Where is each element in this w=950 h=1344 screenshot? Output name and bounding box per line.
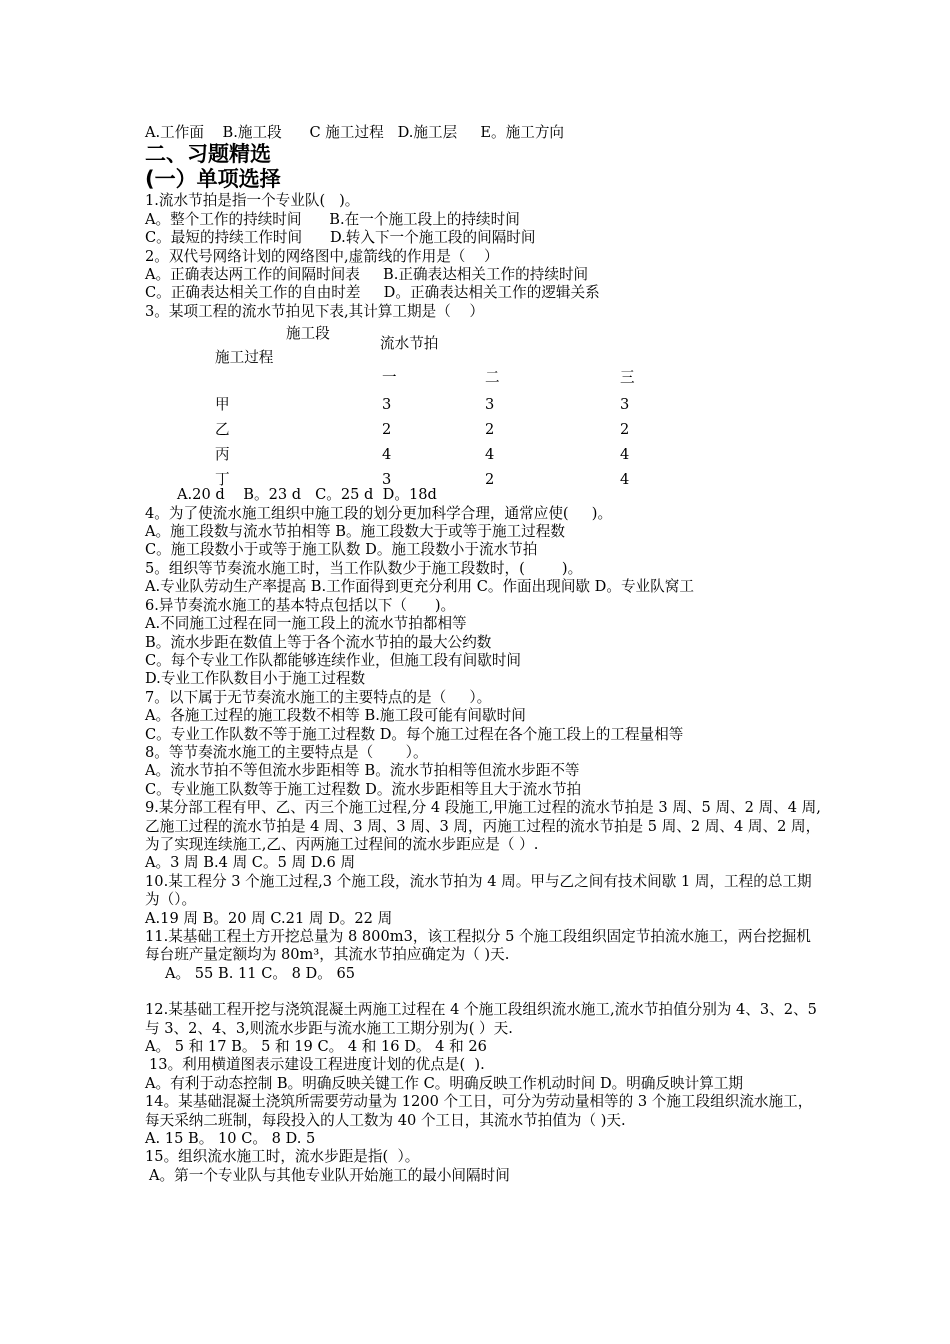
table-cell: 4 (620, 446, 630, 464)
q10-options: A.19 周 B。20 周 C.21 周 D。22 周 (145, 909, 393, 927)
table-col-header: 二 (485, 369, 500, 387)
q6-option-b: B。流水步距在数值上等于各个流水节拍的最大公约数 (145, 633, 492, 651)
q2-options-ab: A。正确表达两工作的间隔时间表 B.正确表达相关工作的持续时间 (145, 266, 589, 284)
table-cell: 4 (485, 446, 495, 464)
q11-stem: 11.某基础工程土方开挖总量为 8 800m3，该工程拟分 5 个施工段组织固定节拍流水施工，两台挖掘机每台班产量定额均为 80m³，其流水节拍应确定为（ )天. (145, 928, 811, 964)
table-cell: 3 (382, 471, 392, 489)
q14-stem: 14。某基础混凝土浇筑所需要劳动量为 1200 个工日，可分为劳动量相等的 3 个施工段组织流水施工，每天采纳二班制，每段投入的人工数为 40 个工日，其流水节拍值为（ )天. (145, 1093, 813, 1129)
document-page (145, 124, 825, 1185)
q7-options-cd: C。专业工作队数不等于施工过程数 D。每个施工过程在各个施工段上的工程量相等 (145, 725, 684, 743)
table-group-header: 流水节拍 (380, 335, 439, 353)
table-col-header: 一 (382, 369, 397, 387)
spacer (145, 983, 825, 1001)
table-cell: 2 (620, 421, 630, 439)
q1-options-ab: A。整个工作的持续时间 B.在一个施工段上的持续时间 (145, 210, 520, 228)
q9-options: A。3 周 B.4 周 C。5 周 D.6 周 (145, 854, 356, 872)
q2-options-cd: C。正确表达相关工作的自由时差 D。正确表达相关工作的逻辑关系 (145, 284, 600, 302)
table-corner-bottom: 施工过程 (215, 349, 274, 367)
q6-option-d: D.专业工作队数目小于施工过程数 (145, 670, 366, 688)
q6-option-c: C。每个专业工作队都能够连续作业，但施工段有间歇时间 (145, 651, 522, 669)
table-cell: 3 (382, 396, 392, 414)
q4-options-cd: C。施工段数小于或等于施工队数 D。施工段数小于流水节拍 (145, 541, 538, 559)
table-cell: 3 (620, 396, 630, 414)
q2-stem: 2。双代号网络计划的网络图中,虚箭线的作用是（ ） (145, 247, 499, 265)
q15-option-a: A。第一个专业队与其他专业队开始施工的最小间隔时间 (149, 1166, 510, 1184)
section-heading: 二、习题精选 (145, 142, 271, 167)
q6-stem: 6.异节奏流水施工的基本特点包括以下（ )。 (145, 596, 456, 614)
q9-stem: 9.某分部工程有甲、乙、丙三个施工过程,分 4 段施工,甲施工过程的流水节拍是 3 周、5 周、2 周、4 周,乙施工过程的流水节拍是 4 周、3 周、3 周、3 周，丙施工过程的流水节拍是 5 周、2 周、4 周、2 周，为了实现连续施工,乙、丙两施工过程间的流水步距应是（ ）. (145, 799, 821, 853)
table-cell: 4 (382, 446, 392, 464)
table-cell: 3 (485, 396, 495, 414)
q15-stem: 15。组织流水施工时，流水步距是指( ）。 (145, 1148, 420, 1166)
q1-options-cd: C。最短的持续工作时间 D.转入下一个施工段的间隔时间 (145, 229, 536, 247)
table-cell: 4 (620, 471, 630, 489)
table-col-header: 三 (620, 369, 635, 387)
q8-options-cd: C。专业施工队数等于施工过程数 D。流水步距相等且大于流水节拍 (145, 780, 582, 798)
q7-stem: 7。以下属于无节奏流水施工的主要特点的是（ ）。 (145, 688, 492, 706)
q6-option-a: A.不同施工过程在同一施工段上的流水节拍都相等 (145, 615, 467, 633)
q5-stem: 5。组织等节奏流水施工时，当工作队数少于施工段数时，( )。 (145, 559, 583, 577)
q7-options-ab: A。各施工过程的施工段数不相等 B.施工段可能有间歇时间 (145, 707, 526, 725)
q8-stem: 8。等节奏流水施工的主要特点是（ ）。 (145, 743, 428, 761)
q5-options: A.专业队劳动生产率提高 B.工作面得到更充分利用 C。作面出现间歇 D。专业队窝工 (145, 578, 694, 596)
q1-stem: 1.流水节拍是指一个专业队( )。 (145, 192, 360, 210)
q13-stem: 13。利用横道图表示建设工程进度计划的优点是( ). (149, 1056, 485, 1074)
q13-options: A。有利于动态控制 B。明确反映关键工作 C。明确反映工作机动时间 D。明确反映计算工期 (145, 1074, 744, 1092)
table-row-name: 甲 (215, 396, 230, 414)
q3-stem: 3。某项工程的流水节拍见下表,其计算工期是（ ） (145, 302, 484, 320)
table-row-name: 丁 (215, 471, 230, 489)
q10-stem: 10.某工程分 3 个施工过程,3 个施工段，流水节拍为 4 周。甲与乙之间有技术间歇 1 周，工程的总工期为（）。 (145, 872, 812, 909)
q-prev-options: A.工作面 B.施工段 C 施工过程 D.施工层 E。施工方向 (145, 124, 565, 141)
q11-options: A。 55 B. 11 C。 8 D。 65 (165, 964, 356, 982)
q3-options: A.20 d B。23 d C。25 d D。18d (177, 486, 437, 504)
table-cell: 2 (485, 471, 495, 489)
q4-options-ab: A。施工段数与流水节拍相等 B。施工段数大于或等于施工过程数 (145, 523, 565, 541)
table-cell: 2 (485, 421, 495, 439)
q14-options: A. 15 B。 10 C。 8 D. 5 (145, 1130, 316, 1148)
rhythm-table (145, 321, 825, 489)
subsection-heading: (一）单项选择 (145, 167, 281, 192)
q12-options: A。 5 和 17 B。 5 和 19 C。 4 和 16 D。 4 和 26 (145, 1038, 487, 1056)
table-corner-top: 施工段 (286, 325, 330, 343)
q12-stem: 12.某基础工程开挖与浇筑混凝土两施工过程在 4 个施工段组织流水施工,流水节拍值分别为 4、3、2、5 与 3、2、4、3,则流水步距与流水施工工期分别为( ）天. (145, 1001, 817, 1037)
table-row-name: 乙 (215, 421, 230, 439)
q4-stem: 4。为了使流水施工组织中施工段的划分更加科学合理，通常应使( )。 (145, 504, 613, 522)
q8-options-ab: A。流水节拍不等但流水步距相等 B。流水节拍相等但流水步距不等 (145, 762, 580, 780)
table-row-name: 丙 (215, 446, 230, 464)
table-cell: 2 (382, 421, 392, 439)
